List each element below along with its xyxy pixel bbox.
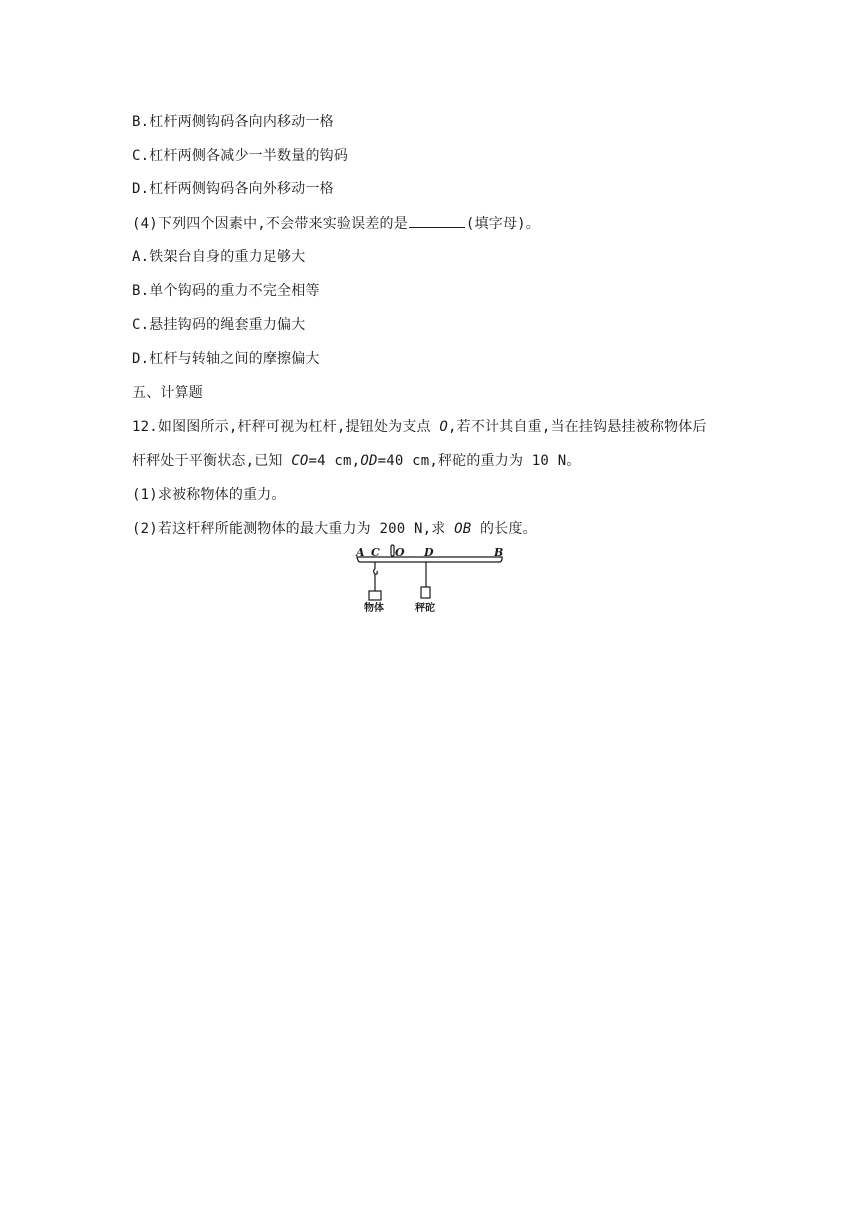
label-a: A [356,546,365,559]
label-c: C [371,546,380,559]
label-d: D [424,546,434,559]
option-c-reduce: C.杠杆两侧各减少一半数量的钩码 [132,148,349,164]
label-o: O [395,546,405,559]
hook [374,569,378,574]
question-4-suffix: (填字母)。 [465,216,540,232]
object-box [369,591,381,600]
question-12-part-1: (1)求被称物体的重力。 [132,487,286,503]
label-b: B [494,546,504,559]
question-12-line-2 [132,452,581,470]
option-a-stand: A.铁架台自身的重力足够大 [132,249,306,265]
q12-text-e: =40 cm,秤砣的重力为 10 N。 [377,453,581,469]
q12-text-f: (2)若这杆秤所能测物体的最大重力为 200 N,求 [132,521,455,537]
q12-text-d: =4 cm, [308,453,361,469]
option-b-weights: B.单个钩码的重力不完全相等 [132,283,320,299]
label-object: 物体 [364,603,384,614]
lifting-cord [391,545,394,556]
question-4-text: (4)下列四个因素中,不会带来实验误差的是 [132,216,408,232]
q12-text-g: 的长度。 [471,521,537,537]
label-weight: 秤砣 [415,603,435,614]
q12-text-a: 12.如图图所示,杆秤可视为杠杆,提钮处为支点 [132,419,440,435]
weight-box [421,587,430,598]
q12-text-b: ,若不计其自重,当在挂钩悬挂被称物体后 [448,419,707,435]
steelyard-diagram [350,542,510,616]
option-d-outward: D.杠杆两侧钩码各向外移动一格 [132,181,334,197]
q12-od: OD [360,453,378,469]
option-b-inward: B.杠杆两侧钩码各向内移动一格 [132,114,334,130]
option-c-loop: C.悬挂钩码的绳套重力偏大 [132,317,306,333]
q12-point-o: O [439,419,449,435]
q12-text-c: 杆秤处于平衡状态,已知 [132,453,292,469]
section-heading: 五、计算题 [132,385,203,401]
q12-co: CO [291,453,309,469]
q12-ob: OB [454,521,472,537]
question-12-part-2 [132,520,537,538]
question-12-line-1 [132,418,707,436]
answer-blank [409,214,465,228]
option-d-friction: D.杠杆与转轴之间的摩擦偏大 [132,351,320,367]
question-4 [132,214,540,233]
